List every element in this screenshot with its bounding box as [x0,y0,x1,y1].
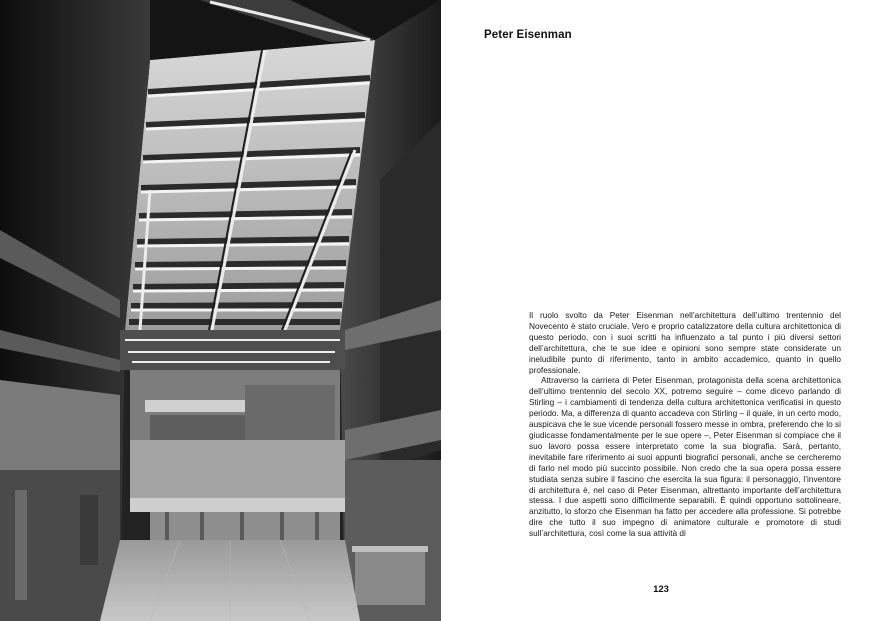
page-number: 123 [653,584,669,595]
paragraph-2: Attraverso la carriera di Peter Eisenman, protagonista della scena architettonica dell’ultimo trentennio del secolo XX, potremo seguire – come dicevo parlando di Stirling – i cambiamenti di tendenza della cultura architettonica verificatisi in questo periodo. Ma, a differenza di quanto accadeva con Stirling – il quale, in un certo modo, auspicava che le sue vicende personali fossero messe in ombra, preferendo che lo si giudicasse fondamentalmente per le sue opere –, Peter Eisenman si compiace che il suo lavoro possa essere interpretato come la sua biografia. Sarà, pertanto, inevitabile fare riferimento ai suoi appunti biografici personali, anche se cercheremo di farlo nel modo più succinto possibile. Non credo che la sua opera possa essere studiata senza subire il fascino che esercita la sua figura: il personaggio, l’inventore di architettura è, nel caso di Peter Eisenman, altrettanto importante dell’architettura stessa. I due aspetti sono difficilmente separabili. È quindi opportuno sottolineare, anzitutto, lo sforzo che Eisenman ha fatto per accedere alla professione. Si potrebbe dire che tutto il suo impegno di animatore culturale e promotore di studi sull’architettura, così come la sua attività di [529,376,841,539]
paragraph-1: Il ruolo svolto da Peter Eisenman nell’architettura dell’ultimo trentennio del Novecento è stato cruciale. Vero e proprio catalizzatore della cultura architettonica di questo periodo, con i suoi scritti ha influenzato a tal punto i più diversi settori dell’architettura, che le sue idee e opinioni sono sempre state considerate un ineludibile punto di riferimento, tanto in ambito accademico, quanto in quello professionale. [529,311,841,375]
author-heading: Peter Eisenman [484,29,572,41]
text-page [441,0,881,621]
body-text [529,311,841,540]
